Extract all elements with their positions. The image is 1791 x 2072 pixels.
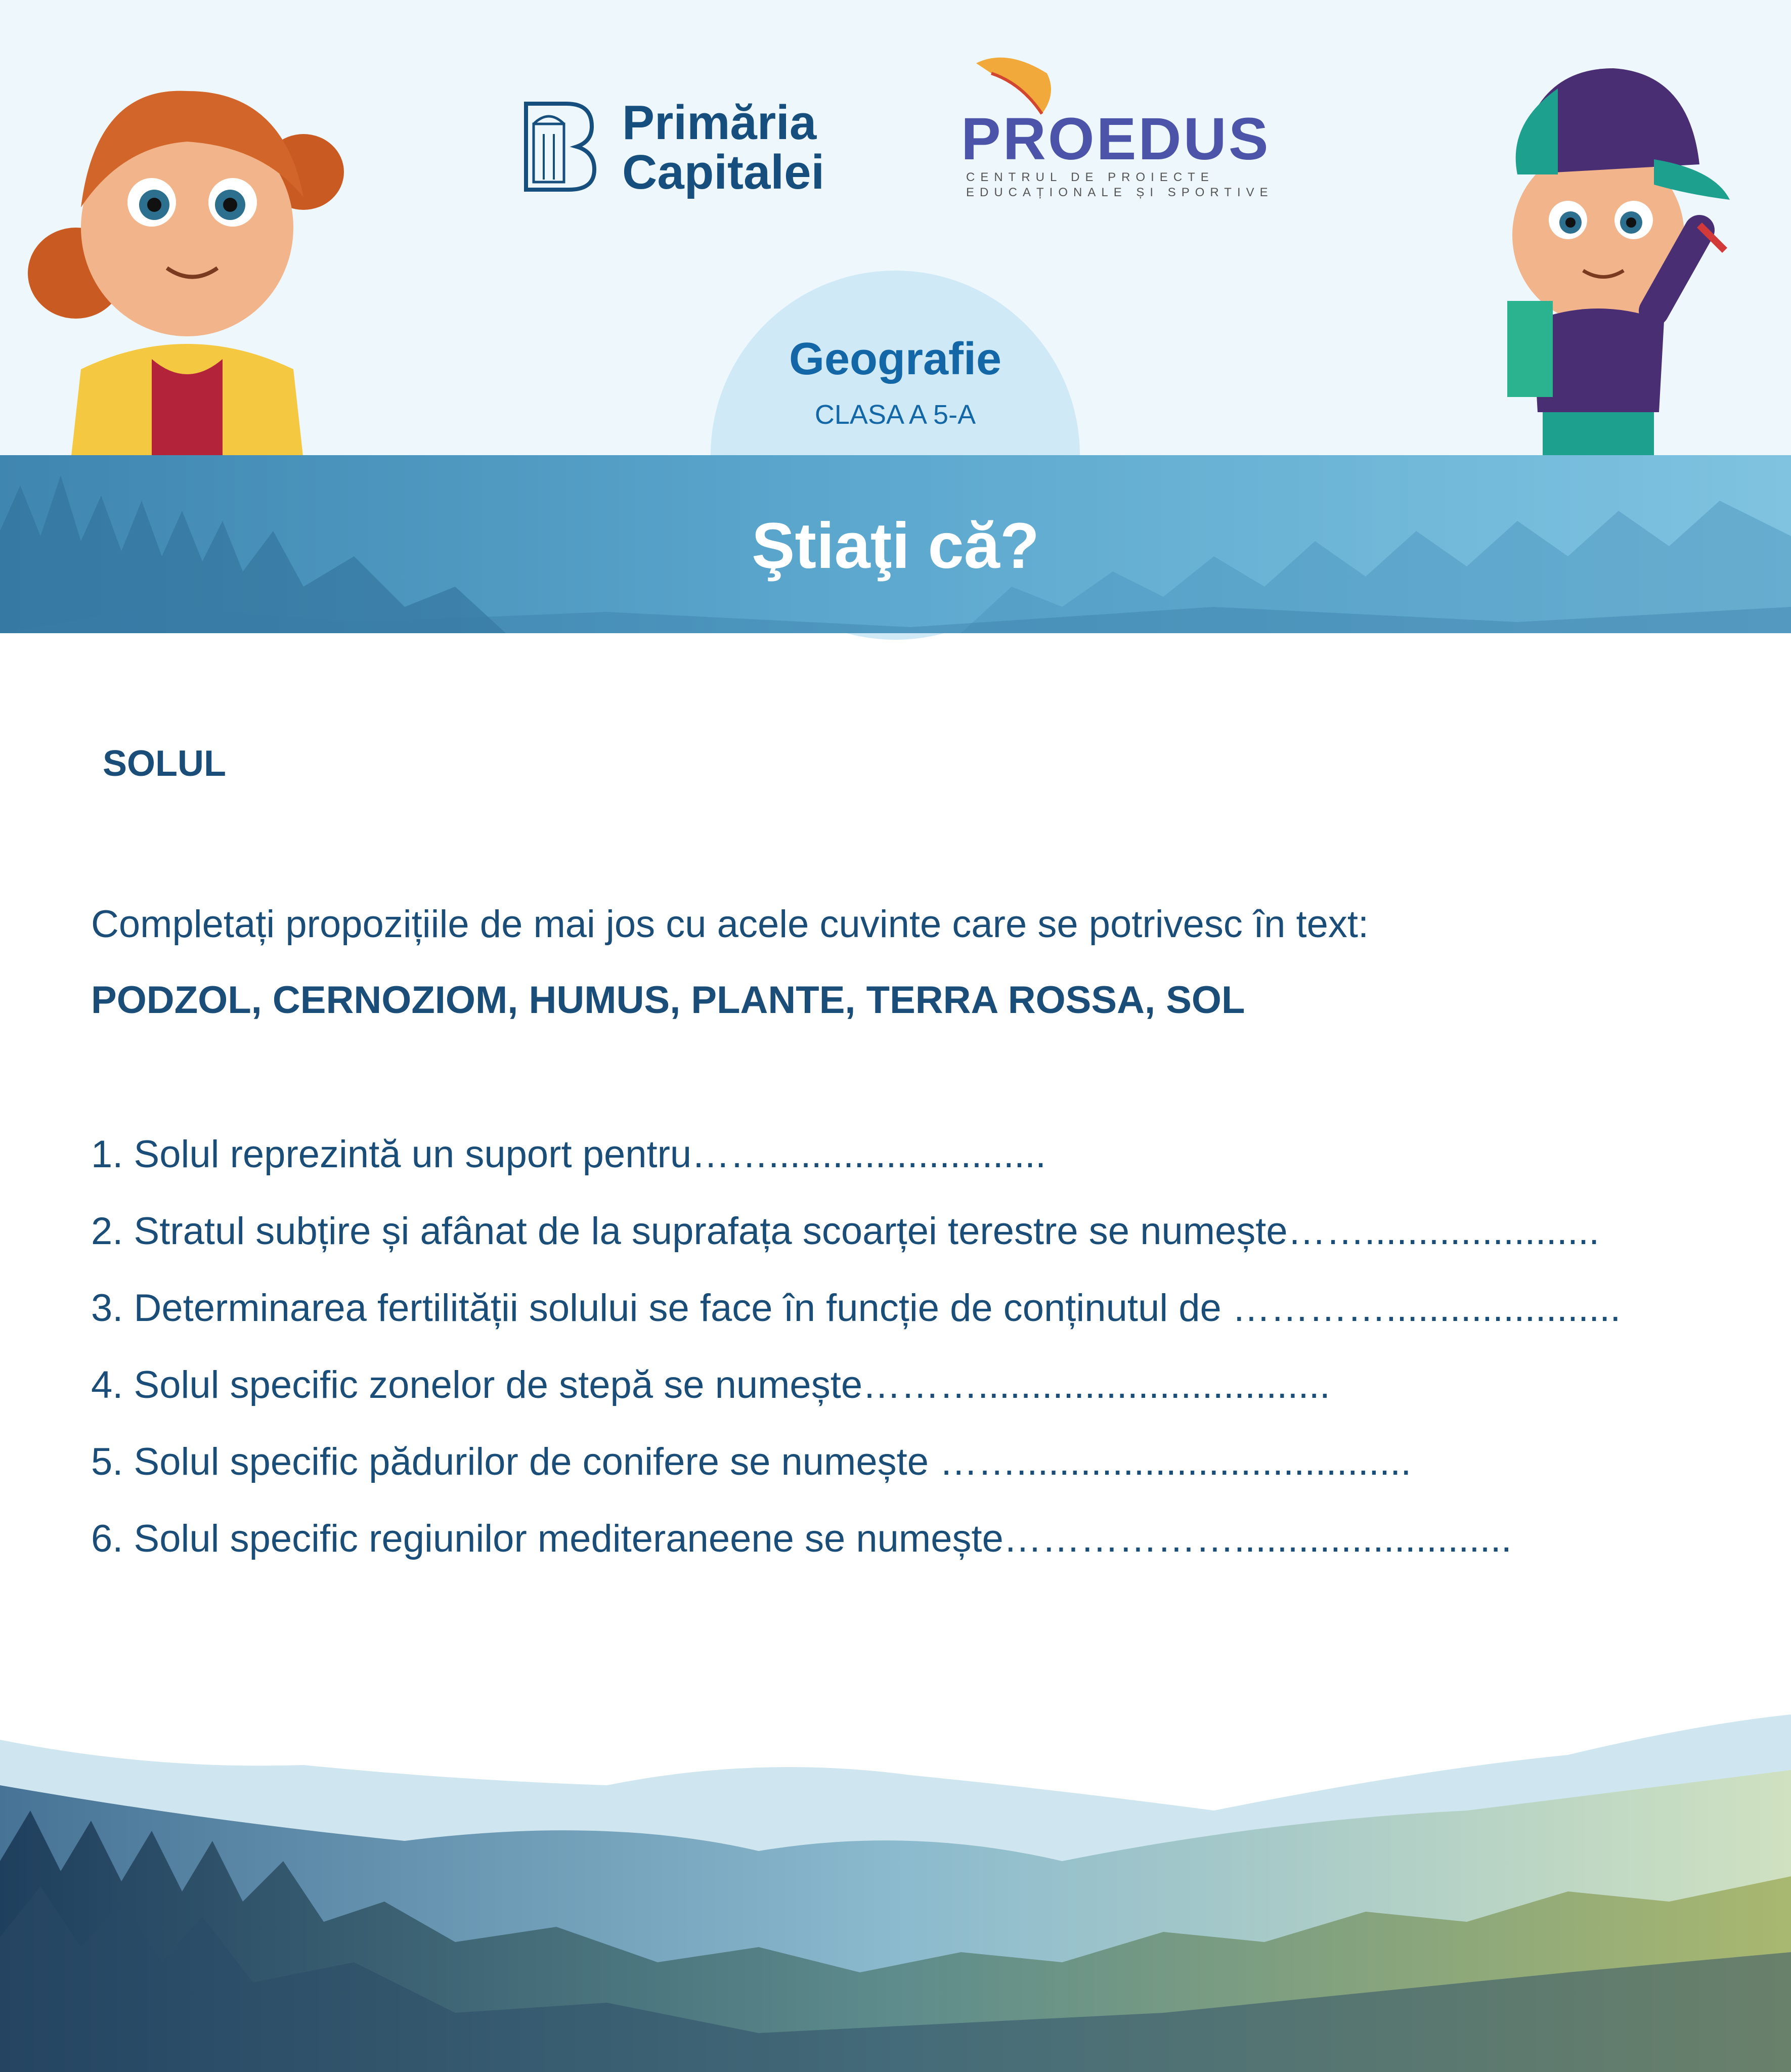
- girl-character: [20, 56, 344, 460]
- primaria-logo-line2: Capitalei: [622, 145, 825, 199]
- proedus-logo-line2: EDUCAȚIONALE ȘI SPORTIVE: [966, 186, 1274, 199]
- primaria-logo-icon: [521, 99, 597, 195]
- word-bank: PODZOL, CERNOZIOM, HUMUS, PLANTE, TERRA ROSSA, SOL: [91, 979, 1245, 1022]
- section-title: SOLUL: [103, 743, 226, 784]
- question-item: 4. Solul specific zonelor de stepă se numește……….................................: [91, 1363, 1330, 1406]
- subject-title: Geografie: [789, 334, 1002, 384]
- question-item: 1. Solul reprezintă un suport pentru……..........................: [91, 1133, 1046, 1176]
- question-item: 2. Stratul subțire și afânat de la suprafața scoarței terestre se numește……......................: [91, 1210, 1600, 1253]
- mountain-landscape: [0, 1709, 1791, 2072]
- question-list: [91, 1133, 1621, 1594]
- class-label: CLASA A 5-A: [814, 400, 976, 430]
- proedus-logo-line1: CENTRUL DE PROIECTE: [966, 170, 1214, 184]
- instruction-text: Completați propozițiile de mai jos cu acele cuvinte care se potrivesc în text:: [91, 903, 1369, 946]
- question-item: 6. Solul specific regiunilor mediteraneene se numește………………..........................: [91, 1517, 1512, 1560]
- proedus-logo-word: PROEDUS: [961, 106, 1271, 172]
- primaria-logo-line1: Primăria: [622, 96, 817, 150]
- proedus-logo: [951, 53, 1274, 200]
- boy-character: [1487, 58, 1740, 458]
- question-item: 3. Determinarea fertilității solului se face în funcție de conținutul de …………......................: [91, 1287, 1621, 1330]
- banner-title: Ştiaţi că?: [751, 510, 1040, 582]
- question-item: 5. Solul specific pădurilor de conifere se numește …….....................................: [91, 1440, 1412, 1483]
- primaria-logo: [521, 96, 865, 199]
- page-header: [0, 0, 1791, 458]
